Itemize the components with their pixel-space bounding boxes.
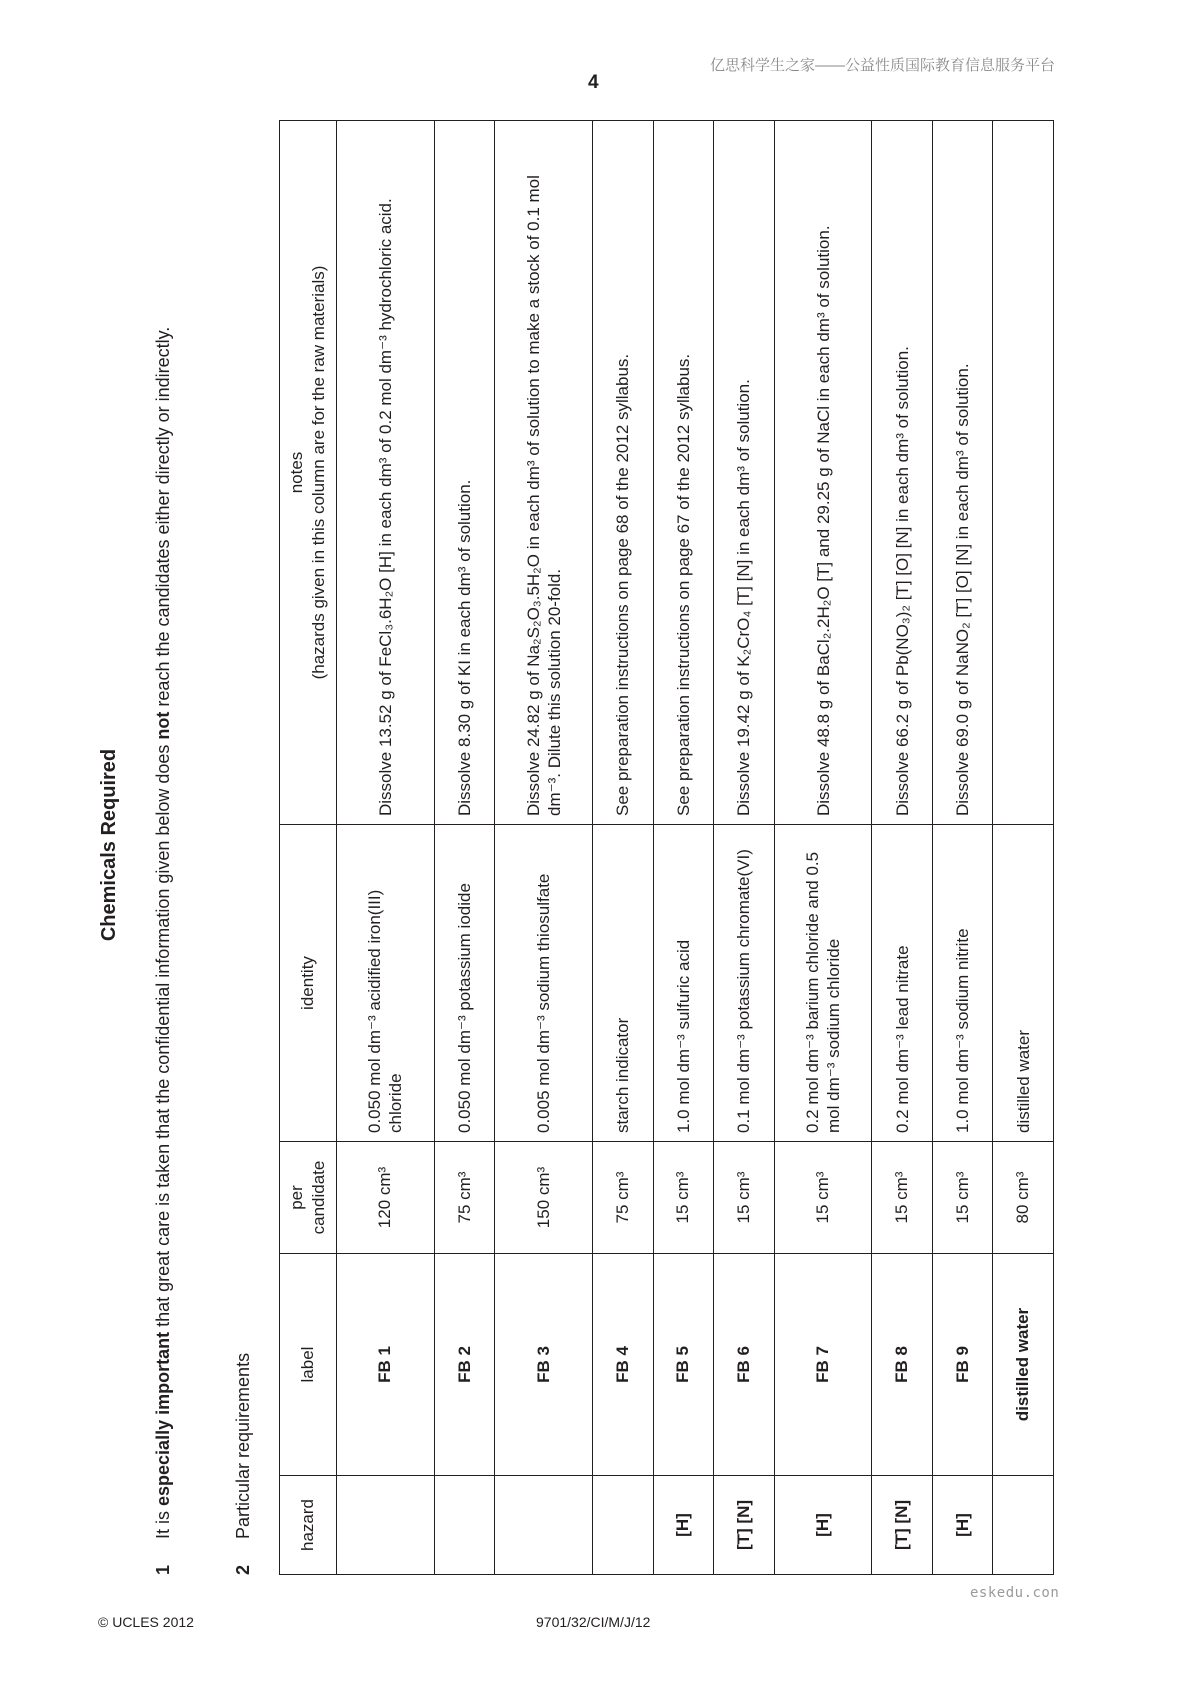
cell-hazard: [H] [774,1476,872,1575]
cell-notes: Dissolve 69.0 g of NaNO₂ [T] [O] [N] in each dm³ of solution. [932,121,992,825]
cell-notes [993,121,1054,825]
cell-notes: Dissolve 8.30 g of KI in each dm³ of solution. [434,121,494,825]
cell-identity: 0.005 mol dm⁻³ sodium thiosulfate [495,825,593,1142]
item-number: 2 [233,1564,253,1575]
note-not: not [153,711,173,740]
watermark: eskedu.con [970,1585,1060,1601]
table-row [593,121,653,1575]
header-per-candidate: per candidate [280,1142,337,1254]
chemicals-table [279,120,1054,1575]
cell-per-candidate: 75 cm³ [434,1142,494,1254]
footer-code: 9701/32/CI/M/J/12 [536,1614,651,1630]
cell-hazard [434,1476,494,1575]
cell-hazard [495,1476,593,1575]
cell-label: FB 3 [495,1254,593,1476]
rotated-content [95,115,1055,1575]
cell-identity: 1.0 mol dm⁻³ sulfuric acid [653,825,713,1142]
cell-per-candidate: 15 cm³ [932,1142,992,1254]
table-row [653,121,713,1575]
cell-notes: Dissolve 13.52 g of FeCl₃.6H₂O [H] in each dm³ of 0.2 mol dm⁻³ hydrochloric acid. [337,121,435,825]
page-number: 4 [588,72,599,93]
header-notes-title: notes [287,451,306,494]
cell-per-candidate: 120 cm³ [337,1142,435,1254]
cell-label: FB 4 [593,1254,653,1476]
cell-label: distilled water [993,1254,1054,1476]
table-row [434,121,494,1575]
note-text-c: reach the candidates either directly or indirectly. [153,326,173,712]
header-identity: identity [280,825,337,1142]
cell-hazard: [H] [653,1476,713,1575]
cell-identity: 0.1 mol dm⁻³ potassium chromate(VI) [714,825,774,1142]
table-row [993,121,1054,1575]
cell-notes: See preparation instructions on page 67 of the 2012 syllabus. [653,121,713,825]
cell-per-candidate: 15 cm³ [872,1142,932,1254]
cell-identity: 0.2 mol dm⁻³ barium chloride and 0.5 mol dm⁻³ sodium chloride [774,825,872,1142]
requirements-label: Particular requirements [233,1352,253,1539]
table-row [337,121,435,1575]
cell-per-candidate: 15 cm³ [714,1142,774,1254]
cell-hazard [337,1476,435,1575]
cell-label: FB 1 [337,1254,435,1476]
cell-per-candidate: 80 cm³ [993,1142,1054,1254]
header-notes [280,121,337,825]
cell-identity: 0.050 mol dm⁻³ potassium iodide [434,825,494,1142]
header-notes-sub: (hazards given in this column are for the raw materials) [309,265,328,680]
cell-notes: Dissolve 48.8 g of BaCl₂.2H₂O [T] and 29.25 g of NaCl in each dm³ of solution. [774,121,872,825]
cell-identity: 0.2 mol dm⁻³ lead nitrate [872,825,932,1142]
requirements-heading [233,1353,254,1575]
cell-label: FB 9 [932,1254,992,1476]
note-emphasis: especially important [153,1331,173,1506]
note-text-b: that great care is taken that the confidential information given below does [153,739,173,1332]
header-hazard: hazard [280,1476,337,1575]
item-number: 1 [153,1564,173,1575]
cell-hazard [593,1476,653,1575]
cell-hazard: [T] [N] [872,1476,932,1575]
cell-label: FB 7 [774,1254,872,1476]
cell-identity: starch indicator [593,825,653,1142]
cell-label: FB 6 [714,1254,774,1476]
cell-per-candidate: 15 cm³ [774,1142,872,1254]
footer-copyright: © UCLES 2012 [98,1614,194,1630]
header-label: label [280,1254,337,1476]
cell-notes: See preparation instructions on page 68 of the 2012 syllabus. [593,121,653,825]
cell-label: FB 5 [653,1254,713,1476]
cell-hazard: [T] [N] [714,1476,774,1575]
cell-per-candidate: 15 cm³ [653,1142,713,1254]
cell-identity: distilled water [993,825,1054,1142]
confidentiality-note [150,125,176,1575]
cell-notes: Dissolve 24.82 g of Na₂S₂O₃.5H₂O in each dm³ of solution to make a stock of 0.1 mol dm⁻³. Dilute this solution 20-fold. [495,121,593,825]
page-title: Chemicals Required [98,748,120,942]
table-header-row [280,121,337,1575]
note-text-a: It is [153,1505,173,1539]
cell-hazard: [H] [932,1476,992,1575]
cell-identity: 0.050 mol dm⁻³ acidified iron(III) chloride [337,825,435,1142]
cell-identity: 1.0 mol dm⁻³ sodium nitrite [932,825,992,1142]
cell-notes: Dissolve 19.42 g of K₂CrO₄ [T] [N] in each dm³ of solution. [714,121,774,825]
cell-hazard [993,1476,1054,1575]
table-row [872,121,932,1575]
site-note: 亿思科学生之家——公益性质国际教育信息服务平台 [709,57,1055,74]
table-row [774,121,872,1575]
cell-label: FB 2 [434,1254,494,1476]
table-row [495,121,593,1575]
table-row [714,121,774,1575]
table-row [932,121,992,1575]
cell-notes: Dissolve 66.2 g of Pb(NO₃)₂ [T] [O] [N] in each dm³ of solution. [872,121,932,825]
cell-per-candidate: 150 cm³ [495,1142,593,1254]
cell-per-candidate: 75 cm³ [593,1142,653,1254]
cell-label: FB 8 [872,1254,932,1476]
